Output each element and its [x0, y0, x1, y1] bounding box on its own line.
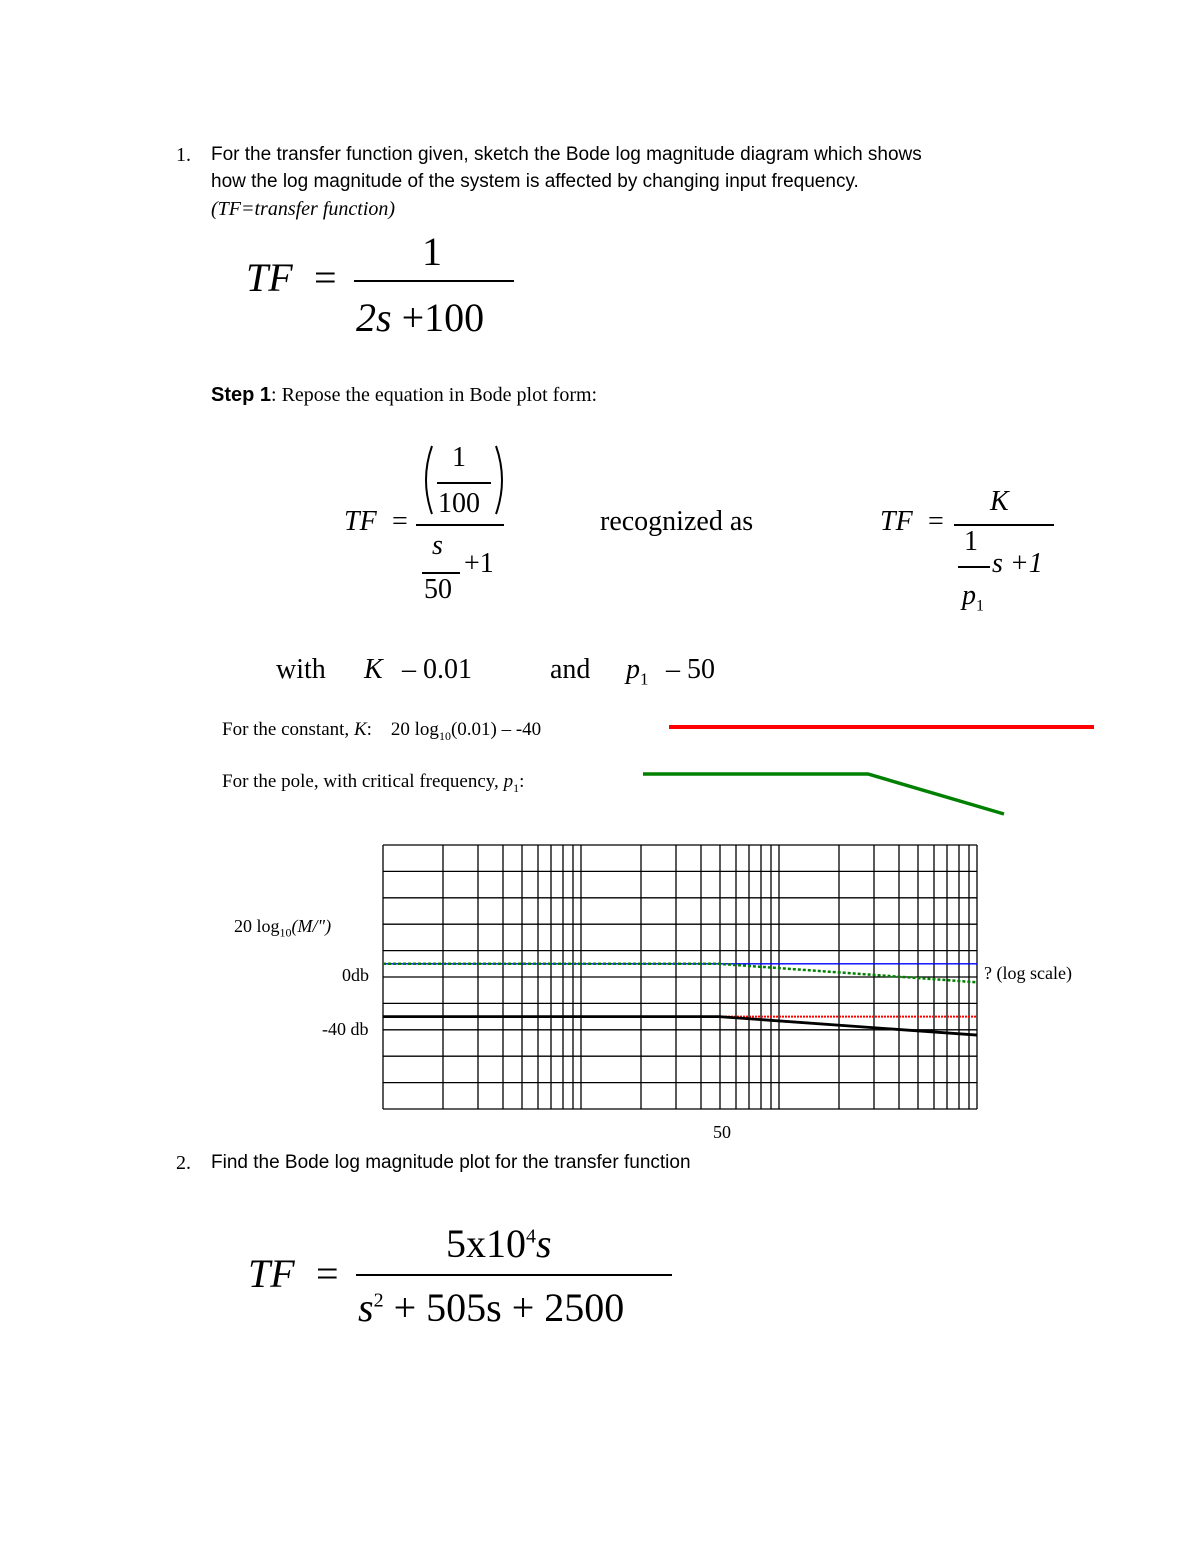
pole-colon: : — [519, 771, 525, 792]
q2-num — [446, 1220, 552, 1267]
q2-den-exp: 2 — [373, 1289, 384, 1312]
step1-with: with — [276, 654, 326, 685]
chart-ytick-40db: -40 db — [322, 1019, 369, 1039]
bode-chart — [382, 843, 980, 1111]
chart-xlabel: ? (log scale) — [984, 963, 1072, 983]
step1-p-name — [626, 654, 649, 690]
pole-p: p — [503, 771, 514, 792]
step1-rhs-p — [962, 580, 984, 616]
step1-den-plus: +1 — [464, 548, 494, 579]
legend-pole-swatch — [640, 768, 1010, 820]
step1-rhs-s: s +1 — [992, 548, 1043, 579]
q2-num-base: 5x10 — [446, 1221, 526, 1266]
q2-num-exp: 4 — [526, 1225, 536, 1248]
step1-k-name: K — [364, 654, 383, 685]
q1-eq-den — [356, 294, 484, 341]
ylabel-sub: 10 — [279, 925, 292, 940]
step1-den-50: 50 — [424, 574, 452, 605]
q1-den-b: +100 — [401, 295, 485, 340]
step1-lhs: TF — [344, 506, 377, 537]
q2-number: 2. — [176, 1152, 191, 1174]
rhs-p-sub: 1 — [976, 597, 984, 615]
pole-sub: 1 — [513, 780, 520, 795]
ylabel-main: 20 log — [234, 916, 280, 936]
const-colon: : — [366, 719, 372, 740]
p1-sub: 1 — [640, 669, 649, 689]
step1-line — [211, 384, 597, 407]
step1-label: Step 1 — [211, 384, 272, 406]
series-pole-p1 — [383, 964, 977, 982]
step1-inner-num: 1 — [452, 442, 466, 473]
step1-rhs-k: K — [990, 486, 1009, 517]
q2-den — [358, 1284, 624, 1331]
q1-eq-equals: = — [314, 255, 337, 300]
const-expr: 20 log — [390, 719, 439, 740]
chart-xtick-50: 50 — [713, 1122, 731, 1142]
chart-ylabel — [234, 916, 331, 941]
q2-text: Find the Bode log magnitude plot for the transfer function — [211, 1152, 691, 1173]
step1-rhs-lhs: TF — [880, 506, 913, 537]
ylabel-tail: (M/") — [291, 916, 332, 936]
legend-pole — [222, 771, 524, 796]
p1-letter: p — [626, 654, 640, 685]
q2-num-s: s — [536, 1221, 552, 1266]
const-val: (0.01) – -40 — [450, 719, 542, 740]
q1-eq-num: 1 — [422, 229, 442, 274]
series-total — [383, 1017, 977, 1035]
step1-equals: = — [392, 506, 408, 537]
legend-constant-swatch — [669, 725, 1094, 729]
chart-ytick-0db: 0db — [342, 965, 369, 985]
step1-inner-den: 100 — [438, 488, 480, 519]
left-paren — [426, 446, 432, 514]
step1-and: and — [550, 654, 591, 685]
q1-fraction-bar — [354, 280, 514, 282]
q1-note: (TF=transfer function) — [211, 198, 396, 220]
pole-text: For the pole, with critical frequency, — [222, 771, 504, 792]
const-text: For the constant, — [222, 719, 354, 740]
step1-rhs-one: 1 — [964, 526, 978, 557]
q1-line2: how the log magnitude of the system is affected by changing input frequency. — [211, 171, 859, 192]
q2-equals: = — [316, 1251, 339, 1296]
q1-eq-lhs: TF — [246, 255, 293, 300]
const-sub: 10 — [438, 728, 451, 743]
step1-p-eq: – 50 — [666, 654, 715, 685]
q1-line1: For the transfer function given, sketch the Bode log magnitude diagram which shows — [211, 144, 922, 165]
q1-den-a: 2s — [356, 295, 392, 340]
const-k: K — [353, 719, 367, 740]
rhs-p: p — [962, 580, 976, 611]
q2-den-rest: + 505s + 2500 — [393, 1285, 625, 1330]
legend-constant — [222, 719, 541, 744]
step1-inner-bar — [437, 482, 491, 484]
right-paren — [496, 446, 502, 514]
step1-text: : Repose the equation in Bode plot form: — [271, 384, 598, 406]
step1-k-eq: – 0.01 — [402, 654, 472, 685]
q2-fraction-bar — [356, 1274, 672, 1276]
q2-lhs: TF — [248, 1251, 295, 1296]
q2-den-s: s — [358, 1285, 374, 1330]
step1-den-s: s — [432, 530, 443, 561]
step1-rhs-inner-bar — [958, 566, 990, 568]
step1-main-bar — [416, 524, 504, 526]
pole-swatch-line — [643, 774, 1004, 814]
step1-rhs-equals: = — [928, 506, 944, 537]
q1-number: 1. — [176, 144, 191, 166]
step1-recognized: recognized as — [600, 506, 754, 537]
